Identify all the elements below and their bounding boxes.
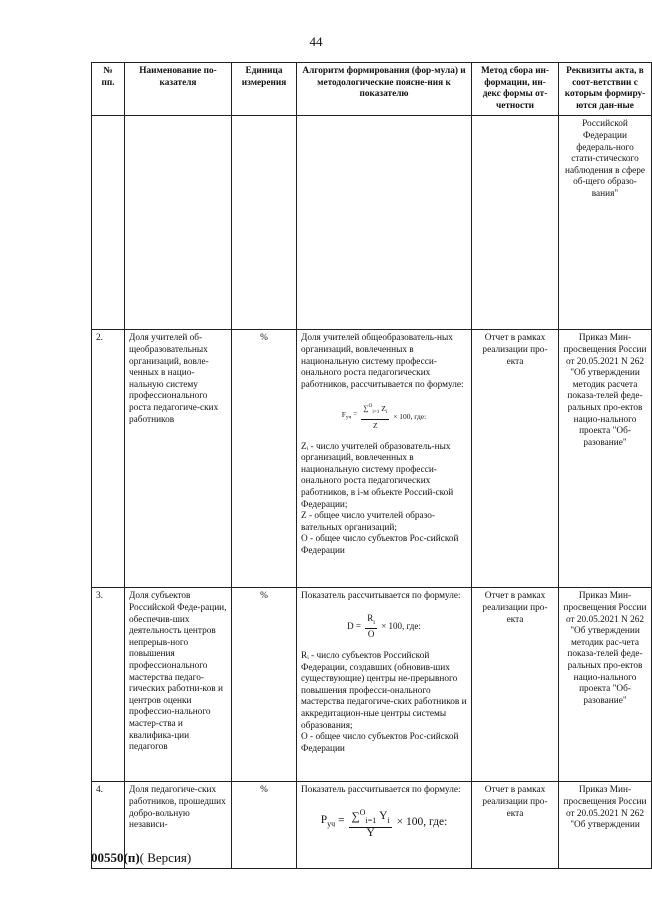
cell-requisites: Приказ Мин-просвещения России от 20.05.2021 N 262 "Об утверждении методик рас-чета показа-телей феде-ральных про-ектов нацио-нального проекта "Об-разование" <box>559 588 652 782</box>
formula <box>301 807 467 839</box>
cell-name: Доля субъектов Российской Феде-рации, обеспечив-ших деятельность центров непрерыв-ного повышения профессионального мастерства педаго-гических работни-ков и центров оценки профессио-нального мастер-ства и квалифика-ции педагогов <box>125 588 232 782</box>
header-method: Метод сбора ин-формации, ин-декс формы от-четности <box>472 63 559 116</box>
cell-method: Отчет в рамках реализации про-екта <box>472 782 559 869</box>
cell-empty <box>472 116 559 330</box>
formula-fraction: $\frac{R_i}{O}$ <box>367 613 375 640</box>
footer-version: ( Версия) <box>139 850 192 865</box>
header-unit: Единица измерения <box>232 63 297 116</box>
cell-num: 3. <box>92 588 125 782</box>
table-row <box>92 588 652 782</box>
footer-code <box>91 850 191 866</box>
cell-unit: % <box>232 782 297 869</box>
cell-requisites: Приказ Мин-просвещения России от 20.05.2021 N 262 "Об утверждении <box>559 782 652 869</box>
header-num: № пп. <box>92 63 125 116</box>
header-algorithm: Алгоритм формирования (фор-мула) и методологические поясне-ния к показателю <box>297 63 472 116</box>
algorithm-intro: Показатель рассчитывается по формуле: <box>301 785 461 796</box>
formula-fraction: $\frac{\sum^O_{i=1} Y_i}{Y}$ <box>351 807 390 839</box>
cell-num: 2. <box>92 330 125 588</box>
table-header-row <box>92 63 652 116</box>
algorithm-intro: Доля учителей общеобразователь-ных организаций, вовлеченных в национальную систему професси-онального роста педагогических работников, рассчитывается по формуле: <box>301 333 464 390</box>
definition: Z - общее число учителей образо-вательных организаций; <box>301 511 435 533</box>
formula-lhs: $F_{уч}$ = <box>341 409 358 421</box>
cell-algorithm <box>297 782 472 869</box>
cell-name: Доля учителей об-щеобразовательных организаций, вовле-ченных в нацио-нальную систему профессионального роста педагогиче-ских работников <box>125 330 232 588</box>
cell-empty <box>297 116 472 330</box>
cell-method: Отчет в рамках реализации про-екта <box>472 330 559 588</box>
cell-empty <box>232 116 297 330</box>
page-number: 44 <box>309 34 323 49</box>
table-row-continued <box>92 116 652 330</box>
header-name: Наименование по-казателя <box>125 63 232 116</box>
cell-algorithm <box>297 330 472 588</box>
formula-tail: × 100, где: <box>396 816 448 829</box>
definition: O - общее число субъектов Рос-сийской Федерации <box>301 732 459 754</box>
formula <box>301 613 467 641</box>
cell-requisites: Приказ Мин-просвещения России от 20.05.2021 N 262 "Об утверждении методик расчета показа-телей феде-ральных про-ектов нацио-нального проекта "Об-разование" <box>559 330 652 588</box>
cell-empty <box>92 116 125 330</box>
formula <box>301 401 467 431</box>
definition: O - общее число субъектов Рос-сийской Федерации <box>301 534 459 556</box>
cell-method: Отчет в рамках реализации про-екта <box>472 588 559 782</box>
definition: Rᵢ - число субъектов Российской Федерации, создавших (обновив-ших существующие) центры не-прерывного повышения професси-онального мастерства педагогиче-ских работников и аккредитацион-ные центры системы образования; <box>301 650 467 731</box>
formula-tail: × 100, где: <box>381 621 421 632</box>
definition: Zᵢ - число учителей образователь-ных организаций, вовлеченных в национальную систему професси-онального роста педагогических работников, в i-м объекте Россий-ской Федерации; <box>301 441 454 510</box>
header-requisites: Реквизиты акта, в соот-ветствии с которым формиру-ются дан-ные <box>559 63 652 116</box>
cell-empty <box>125 116 232 330</box>
formula-lhs: $P_{уч}$ = <box>320 814 345 830</box>
formula-lhs: D = <box>347 621 361 632</box>
formula-tail: × 100, где: <box>393 411 427 421</box>
table-row <box>92 330 652 588</box>
formula-fraction: $\frac{\sum^O_{i=1} Z_i}{Z}$ <box>363 403 388 430</box>
cell-requisites: Российской Федерации федераль-ного стати-стического наблюдения в сфере об-щего образо-вания" <box>559 116 652 330</box>
cell-name: Доля педагогиче-ских работников, прошедших добро-вольную независи- <box>125 782 232 869</box>
cell-num: 4. <box>92 782 125 869</box>
indicators-table <box>91 62 652 869</box>
cell-algorithm <box>297 588 472 782</box>
footer-code-number: 00550(п) <box>91 850 140 865</box>
algorithm-intro: Показатель рассчитывается по формуле: <box>301 591 461 602</box>
cell-unit: % <box>232 588 297 782</box>
cell-unit: % <box>232 330 297 588</box>
